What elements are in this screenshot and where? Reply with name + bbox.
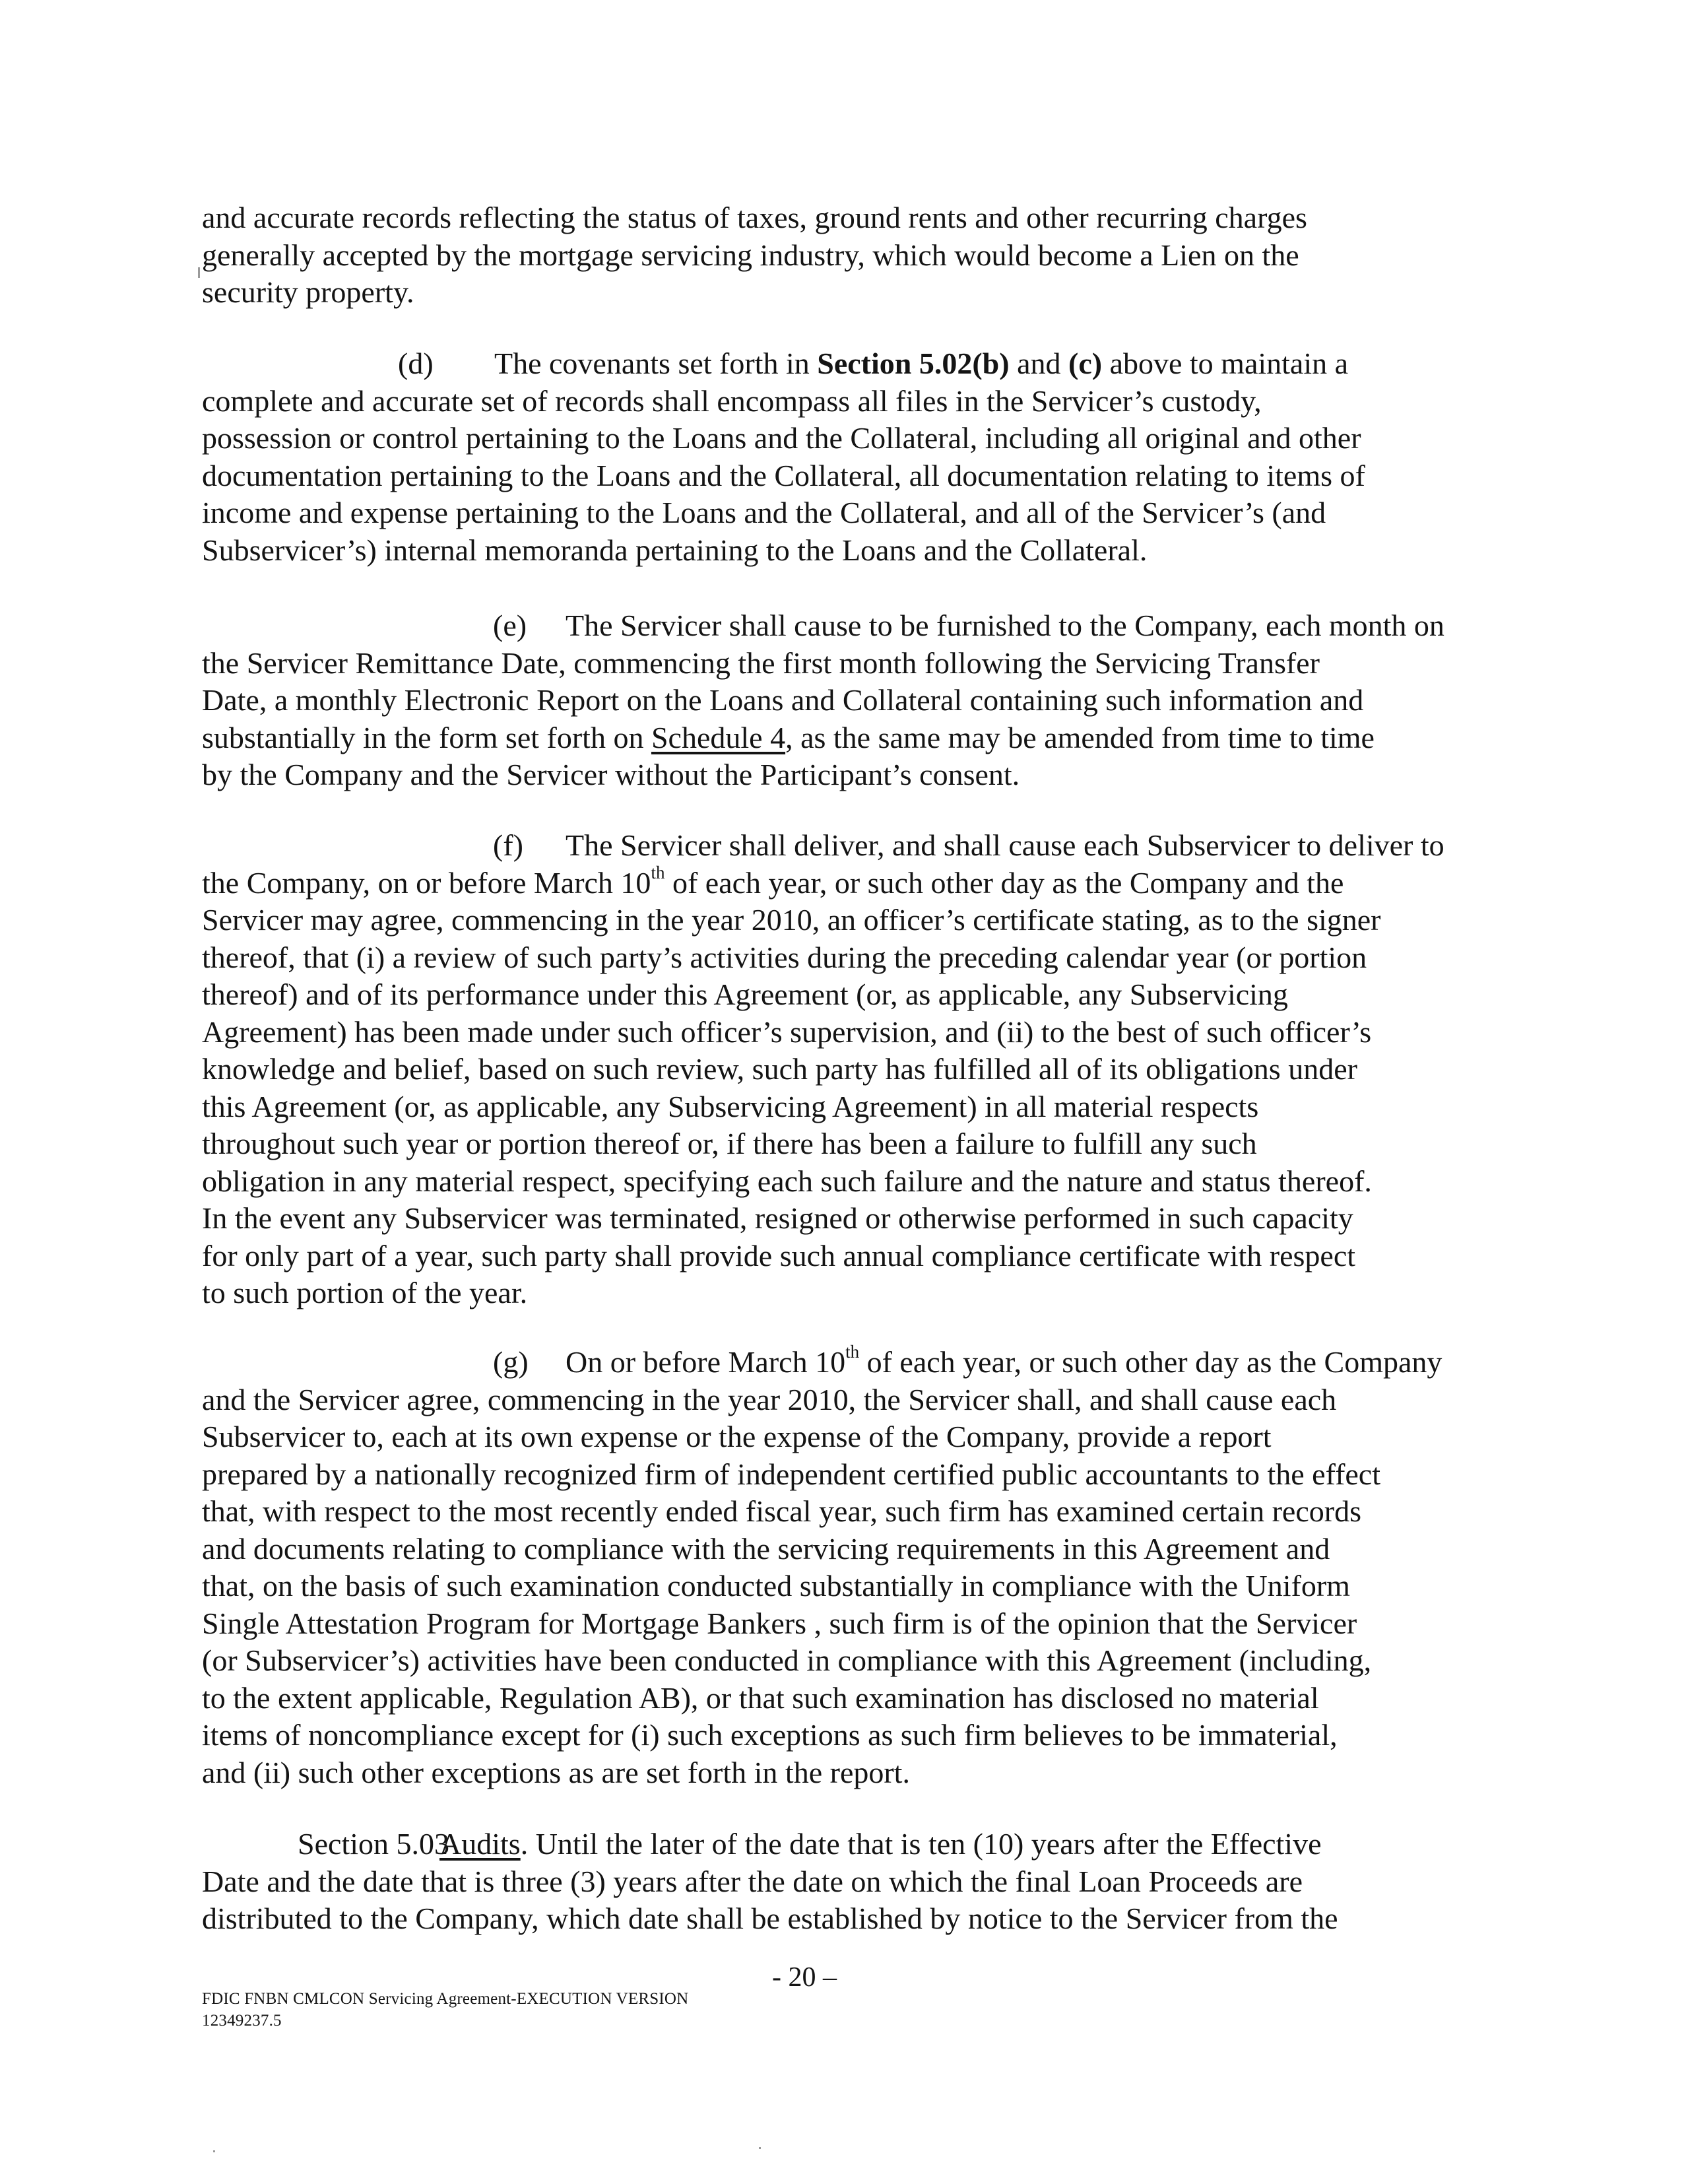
text-line (202, 862, 1489, 902)
text-line: Agreement) has been made under such officer’s supervision, and (ii) to the best of such officer’s (202, 1014, 1372, 1049)
text-line: thereof) and of its performance under this Agreement (or, as applicable, any Subservicing (202, 977, 1288, 1011)
paragraph-e (202, 607, 1489, 794)
paragraph-d (202, 345, 1489, 569)
section-5-03 (202, 1826, 1489, 1938)
footer-doc-id: 12349237.5 (202, 2012, 282, 2030)
text-run: . (520, 1827, 529, 1861)
paragraph-continuation (202, 199, 1489, 312)
text-line: thereof, that (i) a review of such party’s activities during the preceding calendar year (or portion (202, 940, 1367, 974)
text-line: and documents relating to compliance with the servicing requirements in this Agreement and (202, 1531, 1330, 1566)
superscript: th (651, 862, 665, 882)
text-line: to such portion of the year. (202, 1276, 528, 1309)
page-number: - 20 – (772, 1962, 837, 1993)
text-line: Single Attestation Program for Mortgage Bankers , such firm is of the opinion that the Servicer (202, 1606, 1357, 1640)
text-line: items of noncompliance except for (i) such exceptions as such firm believes to be immaterial, (202, 1718, 1338, 1752)
text-line: the Servicer Remittance Date, commencing the first month following the Servicing Transfer (202, 645, 1320, 680)
text-run: of each year, or such other day as the Company (859, 1345, 1443, 1379)
text-line: this Agreement (or, as applicable, any Subservicing Agreement) in all material respects (202, 1089, 1259, 1123)
text-line: prepared by a nationally recognized firm of independent certified public accountants to the effect (202, 1457, 1381, 1491)
text-run: The Servicer shall deliver, and shall cause each Subservicer to deliver to (566, 828, 1444, 862)
text-line: income and expense pertaining to the Loans and the Collateral, and all of the Servicer’s (and (202, 496, 1326, 529)
text-run: Until the later of the date that is ten (10) years after the Effective (528, 1827, 1322, 1861)
text-run: On or before March 10 (566, 1345, 846, 1379)
text-line: In the event any Subservicer was terminated, resigned or otherwise performed in such capacity (202, 1201, 1353, 1235)
text-run: substantially in the form set forth on (202, 720, 651, 754)
scan-mark (198, 267, 200, 278)
paragraph-f (202, 827, 1489, 1312)
text-line: complete and accurate set of records shall encompass all files in the Servicer’s custody, (202, 383, 1262, 418)
text-run: , as the same may be amended from time to time (785, 720, 1375, 754)
text-line: and (ii) such other exceptions as are set forth in the report. (202, 1755, 910, 1789)
text-line: documentation pertaining to the Loans and the Collateral, all documentation relating to items of (202, 458, 1365, 492)
text-line: that, with respect to the most recently ended fiscal year, such firm has examined certain records (202, 1494, 1361, 1528)
text-line: Date, a monthly Electronic Report on the Loans and Collateral containing such information and (202, 683, 1364, 717)
section-title: Audits (439, 1827, 521, 1861)
text-line: that, on the basis of such examination conducted substantially in compliance with the Uniform (202, 1569, 1350, 1603)
text-line: by the Company and the Servicer without the Participant’s consent. (202, 758, 1020, 791)
scan-mark (759, 2147, 761, 2149)
schedule-reference: Schedule 4 (651, 720, 786, 754)
text-line: security property. (202, 275, 414, 309)
scan-mark (213, 2150, 215, 2152)
text-line: (or Subservicer’s) activities have been conducted in compliance with this Agreement (including, (202, 1643, 1372, 1677)
text-run: the Company, on or before March 10 (202, 865, 651, 900)
paragraph-d-first-line (202, 345, 1489, 383)
text-line: to the extent applicable, Regulation AB), or that such examination has disclosed no material (202, 1680, 1319, 1715)
paragraph-label: (f) (493, 828, 523, 862)
text-line: and accurate records reflecting the status of taxes, ground rents and other recurring charges (202, 201, 1307, 234)
paragraph-f-first-line (202, 827, 1489, 865)
document-footer (202, 1988, 688, 2032)
text-line: Subservicer to, each at its own expense or the expense of the Company, provide a report (202, 1420, 1272, 1453)
section-reference: (c) (1068, 347, 1103, 380)
section-reference: Section 5.02(b) (817, 347, 1010, 380)
text-run: above to maintain a (1102, 347, 1349, 380)
text-line: possession or control pertaining to the Loans and the Collateral, including all original and other (202, 421, 1361, 455)
text-line: generally accepted by the mortgage servicing industry, which would become a Lien on the (202, 238, 1299, 272)
text-line: throughout such year or portion thereof or, if there has been a failure to fulfill any such (202, 1127, 1257, 1160)
text-line: and the Servicer agree, commencing in the year 2010, the Servicer shall, and shall cause each (202, 1382, 1337, 1416)
text-run: The Servicer shall cause to be furnished to the Company, each month on (566, 609, 1444, 642)
paragraph-label: (e) (493, 609, 527, 642)
text-line: for only part of a year, such party shall provide such annual compliance certificate with respect (202, 1238, 1356, 1273)
footer-title: FDIC FNBN CMLCON Servicing Agreement-EXECUTION VERSION (202, 1990, 689, 2008)
text-line: obligation in any material respect, specifying each such failure and the nature and status thereof. (202, 1164, 1372, 1198)
text-line: distributed to the Company, which date shall be established by notice to the Servicer from the (202, 1902, 1338, 1935)
text-run: The covenants set forth in (494, 347, 818, 380)
superscript: th (845, 1342, 860, 1362)
text-line: Subservicer’s) internal memoranda pertaining to the Loans and the Collateral. (202, 533, 1148, 567)
text-run: of each year, or such other day as the Company and the (665, 865, 1344, 900)
paragraph-e-first-line (202, 607, 1489, 645)
paragraph-g (202, 1344, 1489, 1791)
text-run: and (1009, 347, 1068, 380)
section-number: Section 5.03 (298, 1827, 449, 1861)
paragraph-label: (d) (398, 347, 434, 380)
text-line (202, 719, 1489, 757)
paragraph-label: (g) (493, 1345, 529, 1379)
section-heading-line (202, 1826, 1489, 1863)
text-line: knowledge and belief, based on such review, such party has fulfilled all of its obligations under (202, 1052, 1357, 1086)
text-line: Servicer may agree, commencing in the year 2010, an officer’s certificate stating, as to the signer (202, 903, 1381, 937)
paragraph-g-first-line (202, 1344, 1489, 1381)
text-line: Date and the date that is three (3) years after the date on which the final Loan Proceeds are (202, 1864, 1303, 1898)
